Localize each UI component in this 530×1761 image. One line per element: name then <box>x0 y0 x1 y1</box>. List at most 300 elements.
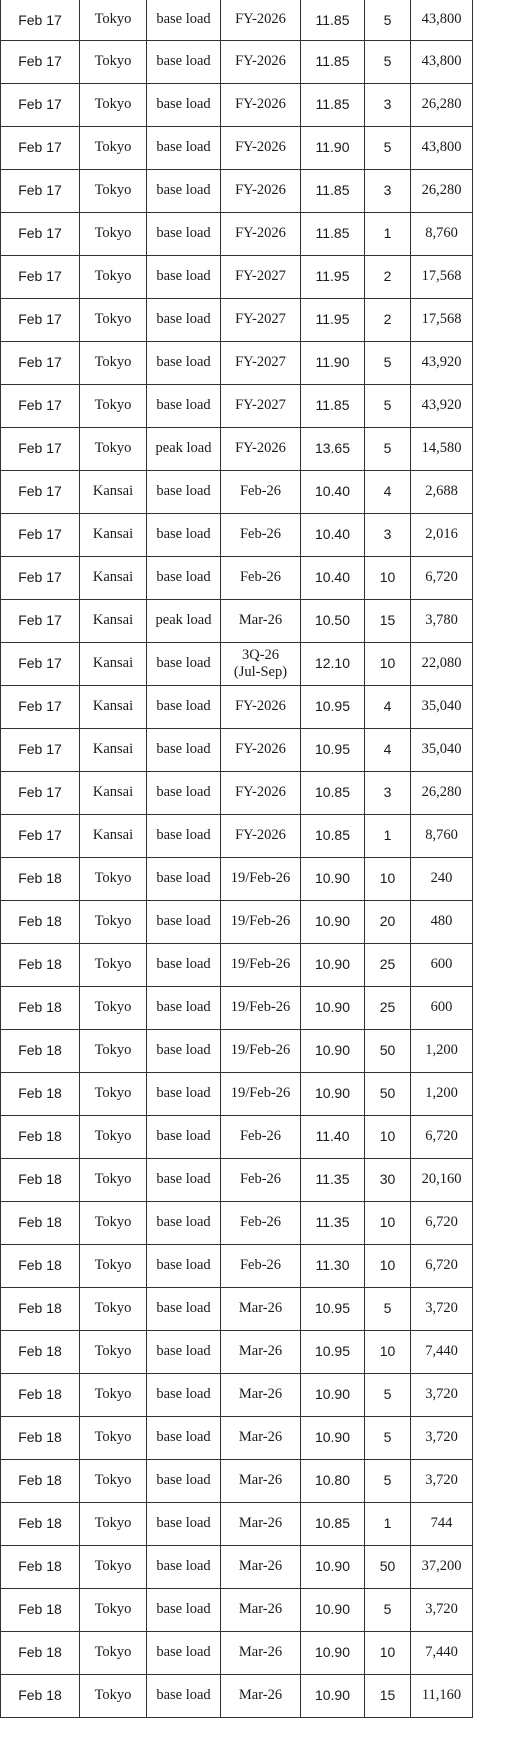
period-cell-text: Mar-26 <box>238 1429 283 1446</box>
table-row <box>1 255 473 298</box>
quantity-cell <box>365 513 411 556</box>
table-row <box>1 857 473 900</box>
load-type-cell <box>147 943 221 986</box>
volume-cell <box>411 1158 473 1201</box>
region-cell <box>80 1459 147 1502</box>
table-row <box>1 1502 473 1545</box>
trade-date-cell-text: Feb 18 <box>18 1687 62 1704</box>
volume-cell-text: 1,200 <box>425 1085 458 1102</box>
period-cell-text: Mar-26 <box>238 1343 283 1360</box>
trade-date-cell <box>1 943 80 986</box>
price-cell <box>301 341 365 384</box>
period-cell-text: Mar-26 <box>238 1644 283 1661</box>
table-row <box>1 427 473 470</box>
period-cell <box>221 470 301 513</box>
region-cell <box>80 900 147 943</box>
period-cell <box>221 298 301 341</box>
volume-cell <box>411 900 473 943</box>
volume-cell <box>411 1588 473 1631</box>
period-cell <box>221 857 301 900</box>
region-cell <box>80 1588 147 1631</box>
region-cell-text: Tokyo <box>94 1429 132 1446</box>
period-cell-text: 19/Feb-26 <box>230 1042 291 1059</box>
load-type-cell <box>147 814 221 857</box>
price-cell <box>301 1674 365 1717</box>
quantity-cell <box>365 40 411 83</box>
quantity-cell-text: 3 <box>383 182 392 199</box>
volume-cell-text: 3,720 <box>425 1386 458 1403</box>
region-cell <box>80 1158 147 1201</box>
price-cell <box>301 900 365 943</box>
price-cell <box>301 1330 365 1373</box>
region-cell-text: Tokyo <box>94 225 132 242</box>
quantity-cell-text: 5 <box>383 1386 392 1403</box>
period-cell <box>221 212 301 255</box>
volume-cell-text: 3,720 <box>425 1429 458 1446</box>
table-row <box>1 0 473 40</box>
period-cell <box>221 1588 301 1631</box>
quantity-cell <box>365 1545 411 1588</box>
region-cell-text: Kansai <box>92 612 134 629</box>
trade-date-cell <box>1 1330 80 1373</box>
volume-cell <box>411 212 473 255</box>
region-cell <box>80 857 147 900</box>
trade-date-cell <box>1 1373 80 1416</box>
table-row <box>1 1545 473 1588</box>
trade-date-cell <box>1 1244 80 1287</box>
price-cell-text: 10.85 <box>314 1515 351 1532</box>
quantity-cell-text: 1 <box>383 1515 392 1532</box>
volume-cell <box>411 1674 473 1717</box>
trade-date-cell-text: Feb 18 <box>18 1429 62 1446</box>
volume-cell <box>411 1545 473 1588</box>
period-cell <box>221 1674 301 1717</box>
region-cell <box>80 1072 147 1115</box>
period-cell <box>221 0 301 40</box>
table-row <box>1 341 473 384</box>
price-cell-text: 10.40 <box>314 569 351 586</box>
table-row <box>1 1201 473 1244</box>
quantity-cell <box>365 1502 411 1545</box>
trade-date-cell <box>1 1158 80 1201</box>
quantity-cell-text: 10 <box>379 569 396 586</box>
trade-date-cell <box>1 1459 80 1502</box>
load-type-cell <box>147 83 221 126</box>
volume-cell <box>411 427 473 470</box>
volume-cell-text: 26,280 <box>421 784 462 801</box>
trade-date-cell-text: Feb 17 <box>18 440 62 457</box>
price-cell-text: 10.90 <box>314 1644 351 1661</box>
table-row <box>1 1459 473 1502</box>
period-cell <box>221 943 301 986</box>
load-type-cell-text: base load <box>156 1515 211 1532</box>
quantity-cell <box>365 212 411 255</box>
price-cell <box>301 40 365 83</box>
table-row <box>1 1072 473 1115</box>
load-type-cell <box>147 1502 221 1545</box>
trade-date-cell <box>1 685 80 728</box>
trade-date-cell <box>1 642 80 685</box>
region-cell <box>80 169 147 212</box>
period-cell <box>221 1072 301 1115</box>
load-type-cell-text: base load <box>156 784 211 801</box>
trade-date-cell-text: Feb 17 <box>18 526 62 543</box>
period-cell-text: Mar-26 <box>238 1601 283 1618</box>
trade-date-cell <box>1 212 80 255</box>
region-cell <box>80 1545 147 1588</box>
trade-date-cell <box>1 40 80 83</box>
period-cell <box>221 900 301 943</box>
price-cell-text: 11.85 <box>315 53 350 70</box>
load-type-cell-text: base load <box>156 741 211 758</box>
trade-date-cell-text: Feb 18 <box>18 1386 62 1403</box>
table-row <box>1 1115 473 1158</box>
period-cell <box>221 1459 301 1502</box>
period-cell <box>221 1631 301 1674</box>
volume-cell-text: 6,720 <box>425 1257 458 1274</box>
volume-cell-text: 26,280 <box>421 182 462 199</box>
load-type-cell-text: base load <box>156 1343 211 1360</box>
period-cell <box>221 1373 301 1416</box>
load-type-cell <box>147 1115 221 1158</box>
price-cell <box>301 642 365 685</box>
load-type-cell <box>147 1244 221 1287</box>
region-cell-text: Tokyo <box>94 1085 132 1102</box>
table-row <box>1 1631 473 1674</box>
volume-cell-text: 1,200 <box>425 1042 458 1059</box>
region-cell-text: Tokyo <box>94 1214 132 1231</box>
price-cell-text: 10.90 <box>314 870 351 887</box>
volume-cell <box>411 1373 473 1416</box>
volume-cell-text: 43,920 <box>421 354 462 371</box>
period-cell-text: FY-2027 <box>235 268 286 285</box>
period-cell-text: 19/Feb-26 <box>230 999 291 1016</box>
trade-date-cell <box>1 728 80 771</box>
load-type-cell-text: base load <box>156 913 211 930</box>
region-cell <box>80 298 147 341</box>
table-row <box>1 1373 473 1416</box>
period-cell-text: FY-2027 <box>235 311 286 328</box>
trade-date-cell-text: Feb 17 <box>18 397 62 414</box>
period-cell <box>221 1502 301 1545</box>
price-cell <box>301 470 365 513</box>
volume-cell-text: 26,280 <box>421 96 462 113</box>
volume-cell <box>411 728 473 771</box>
price-cell-text: 10.85 <box>314 784 351 801</box>
load-type-cell <box>147 1029 221 1072</box>
load-type-cell <box>147 1631 221 1674</box>
region-cell-text: Tokyo <box>94 1386 132 1403</box>
period-cell <box>221 1029 301 1072</box>
volume-cell <box>411 384 473 427</box>
table-row <box>1 212 473 255</box>
volume-cell-text: 6,720 <box>425 1128 458 1145</box>
trade-date-cell <box>1 169 80 212</box>
quantity-cell <box>365 1588 411 1631</box>
volume-cell-text: 43,800 <box>421 53 462 70</box>
period-cell-text: FY-2026 <box>235 225 286 242</box>
load-type-cell <box>147 1588 221 1631</box>
price-cell <box>301 857 365 900</box>
quantity-cell-text: 50 <box>379 1558 396 1575</box>
price-cell-text: 11.30 <box>315 1257 350 1274</box>
period-cell-text: Mar-26 <box>238 1472 283 1489</box>
period-cell <box>221 40 301 83</box>
period-cell-text: FY-2026 <box>235 827 286 844</box>
volume-cell <box>411 126 473 169</box>
period-cell <box>221 685 301 728</box>
period-cell <box>221 427 301 470</box>
region-cell-text: Kansai <box>92 569 134 586</box>
trade-date-cell <box>1 1201 80 1244</box>
price-cell-text: 11.35 <box>315 1214 350 1231</box>
period-cell <box>221 1545 301 1588</box>
trade-date-cell <box>1 1631 80 1674</box>
trade-date-cell <box>1 986 80 1029</box>
quantity-cell <box>365 728 411 771</box>
price-cell-text: 10.90 <box>314 913 351 930</box>
region-cell <box>80 685 147 728</box>
volume-cell <box>411 1287 473 1330</box>
volume-cell <box>411 685 473 728</box>
table-row <box>1 771 473 814</box>
region-cell-text: Tokyo <box>94 1128 132 1145</box>
trade-date-cell <box>1 556 80 599</box>
quantity-cell <box>365 384 411 427</box>
region-cell-text: Kansai <box>92 526 134 543</box>
quantity-cell-text: 5 <box>383 1472 392 1489</box>
price-cell <box>301 126 365 169</box>
period-cell-text: Feb-26 <box>239 1214 282 1231</box>
price-cell <box>301 169 365 212</box>
trade-date-cell-text: Feb 17 <box>18 225 62 242</box>
load-type-cell-text: base load <box>156 1558 211 1575</box>
load-type-cell-text: base load <box>156 1386 211 1403</box>
volume-cell <box>411 1072 473 1115</box>
trade-date-cell-text: Feb 17 <box>18 139 62 156</box>
quantity-cell-text: 10 <box>379 655 396 672</box>
quantity-cell-text: 3 <box>383 96 392 113</box>
quantity-cell-text: 20 <box>379 913 396 930</box>
load-type-cell <box>147 1674 221 1717</box>
price-cell <box>301 212 365 255</box>
price-cell <box>301 1115 365 1158</box>
table-row <box>1 126 473 169</box>
trade-date-cell-text: Feb 18 <box>18 1257 62 1274</box>
load-type-cell-text: base load <box>156 483 211 500</box>
volume-cell-text: 600 <box>430 999 453 1016</box>
volume-cell <box>411 470 473 513</box>
table-row <box>1 685 473 728</box>
volume-cell-text: 37,200 <box>421 1558 462 1575</box>
load-type-cell <box>147 642 221 685</box>
volume-cell-text: 3,720 <box>425 1601 458 1618</box>
price-cell-text: 11.35 <box>315 1171 350 1188</box>
price-cell <box>301 599 365 642</box>
region-cell <box>80 599 147 642</box>
price-cell-text: 10.90 <box>314 1601 351 1618</box>
quantity-cell-text: 10 <box>379 1214 396 1231</box>
period-cell <box>221 599 301 642</box>
quantity-cell-text: 5 <box>383 11 392 28</box>
load-type-cell <box>147 384 221 427</box>
volume-cell-text: 2,016 <box>425 526 458 543</box>
region-cell <box>80 1330 147 1373</box>
period-cell-text: FY-2026 <box>235 741 286 758</box>
table-row <box>1 83 473 126</box>
volume-cell-text: 43,920 <box>421 397 462 414</box>
trade-date-cell <box>1 126 80 169</box>
region-cell-text: Tokyo <box>94 354 132 371</box>
region-cell <box>80 1201 147 1244</box>
volume-cell <box>411 0 473 40</box>
trade-date-cell-text: Feb 17 <box>18 741 62 758</box>
quantity-cell <box>365 1158 411 1201</box>
volume-cell <box>411 1244 473 1287</box>
load-type-cell <box>147 212 221 255</box>
quantity-cell <box>365 1416 411 1459</box>
volume-cell-text: 8,760 <box>425 225 458 242</box>
trade-date-cell-text: Feb 18 <box>18 1300 62 1317</box>
region-cell <box>80 40 147 83</box>
trade-date-cell <box>1 1588 80 1631</box>
region-cell-text: Tokyo <box>94 1515 132 1532</box>
region-cell-text: Kansai <box>92 655 134 672</box>
region-cell <box>80 642 147 685</box>
price-cell-text: 11.95 <box>315 268 350 285</box>
price-cell-text: 10.95 <box>314 698 351 715</box>
table-row <box>1 943 473 986</box>
trade-date-cell-text: Feb 18 <box>18 1128 62 1145</box>
quantity-cell <box>365 857 411 900</box>
period-cell-text: Mar-26 <box>238 612 283 629</box>
volume-cell <box>411 1416 473 1459</box>
quantity-cell <box>365 943 411 986</box>
price-cell <box>301 1502 365 1545</box>
region-cell-text: Tokyo <box>94 1472 132 1489</box>
period-cell <box>221 1330 301 1373</box>
quantity-cell-text: 1 <box>383 827 392 844</box>
volume-cell <box>411 298 473 341</box>
period-cell-text: FY-2026 <box>235 182 286 199</box>
load-type-cell-text: base load <box>156 53 211 70</box>
quantity-cell-text: 5 <box>383 1601 392 1618</box>
price-cell-text: 11.85 <box>315 225 350 242</box>
price-cell <box>301 771 365 814</box>
load-type-cell <box>147 1287 221 1330</box>
quantity-cell <box>365 599 411 642</box>
price-cell <box>301 943 365 986</box>
volume-cell-text: 11,160 <box>421 1687 462 1704</box>
quantity-cell <box>365 0 411 40</box>
trade-date-cell <box>1 513 80 556</box>
region-cell-text: Tokyo <box>94 1558 132 1575</box>
quantity-cell <box>365 1287 411 1330</box>
trade-date-cell <box>1 857 80 900</box>
quantity-cell-text: 15 <box>379 612 396 629</box>
quantity-cell-text: 50 <box>379 1085 396 1102</box>
price-cell <box>301 1459 365 1502</box>
price-cell-text: 11.40 <box>315 1128 350 1145</box>
trade-date-cell-text: Feb 17 <box>18 569 62 586</box>
volume-cell <box>411 1201 473 1244</box>
price-cell <box>301 1416 365 1459</box>
volume-cell-text: 17,568 <box>421 268 462 285</box>
load-type-cell-text: base load <box>156 354 211 371</box>
table-row <box>1 1674 473 1717</box>
price-cell-text: 10.90 <box>314 1687 351 1704</box>
load-type-cell <box>147 1158 221 1201</box>
volume-cell-text: 8,760 <box>425 827 458 844</box>
quantity-cell-text: 2 <box>383 268 392 285</box>
trade-date-cell <box>1 1416 80 1459</box>
trade-date-cell <box>1 298 80 341</box>
load-type-cell-text: base load <box>156 1257 211 1274</box>
trade-date-cell-text: Feb 17 <box>18 268 62 285</box>
period-cell <box>221 728 301 771</box>
table-row <box>1 513 473 556</box>
load-type-cell <box>147 1459 221 1502</box>
table-row <box>1 986 473 1029</box>
period-cell-text: FY-2026 <box>235 440 286 457</box>
region-cell <box>80 1674 147 1717</box>
region-cell-text: Kansai <box>92 741 134 758</box>
region-cell-text: Tokyo <box>94 1300 132 1317</box>
period-cell <box>221 169 301 212</box>
volume-cell <box>411 556 473 599</box>
trade-date-cell <box>1 1072 80 1115</box>
trade-date-cell-text: Feb 18 <box>18 1644 62 1661</box>
period-cell-text: Mar-26 <box>238 1515 283 1532</box>
volume-cell <box>411 255 473 298</box>
period-cell-text: FY-2026 <box>235 139 286 156</box>
load-type-cell <box>147 728 221 771</box>
load-type-cell-text: base load <box>156 1128 211 1145</box>
price-cell-text: 10.90 <box>314 1429 351 1446</box>
load-type-cell-text: base load <box>156 1601 211 1618</box>
quantity-cell-text: 1 <box>383 225 392 242</box>
price-cell <box>301 556 365 599</box>
trade-date-cell-text: Feb 18 <box>18 870 62 887</box>
volume-cell <box>411 1115 473 1158</box>
price-cell <box>301 0 365 40</box>
price-cell <box>301 1631 365 1674</box>
trade-date-cell-text: Feb 18 <box>18 1085 62 1102</box>
trade-date-cell-text: Feb 17 <box>18 311 62 328</box>
volume-cell <box>411 642 473 685</box>
period-cell <box>221 1201 301 1244</box>
period-cell <box>221 1158 301 1201</box>
load-type-cell-text: base load <box>156 139 211 156</box>
table-row <box>1 1416 473 1459</box>
volume-cell-text: 3,780 <box>425 612 458 629</box>
period-cell-text: 19/Feb-26 <box>230 1085 291 1102</box>
trade-date-cell-text: Feb 17 <box>18 96 62 113</box>
volume-cell <box>411 986 473 1029</box>
region-cell <box>80 814 147 857</box>
period-cell <box>221 556 301 599</box>
quantity-cell-text: 25 <box>379 999 396 1016</box>
load-type-cell <box>147 427 221 470</box>
quantity-cell <box>365 1373 411 1416</box>
price-cell-text: 11.85 <box>315 11 350 28</box>
load-type-cell-text: base load <box>156 655 211 672</box>
period-cell <box>221 255 301 298</box>
load-type-cell <box>147 986 221 1029</box>
table-row <box>1 599 473 642</box>
price-cell-text: 10.85 <box>314 827 351 844</box>
region-cell-text: Tokyo <box>94 440 132 457</box>
